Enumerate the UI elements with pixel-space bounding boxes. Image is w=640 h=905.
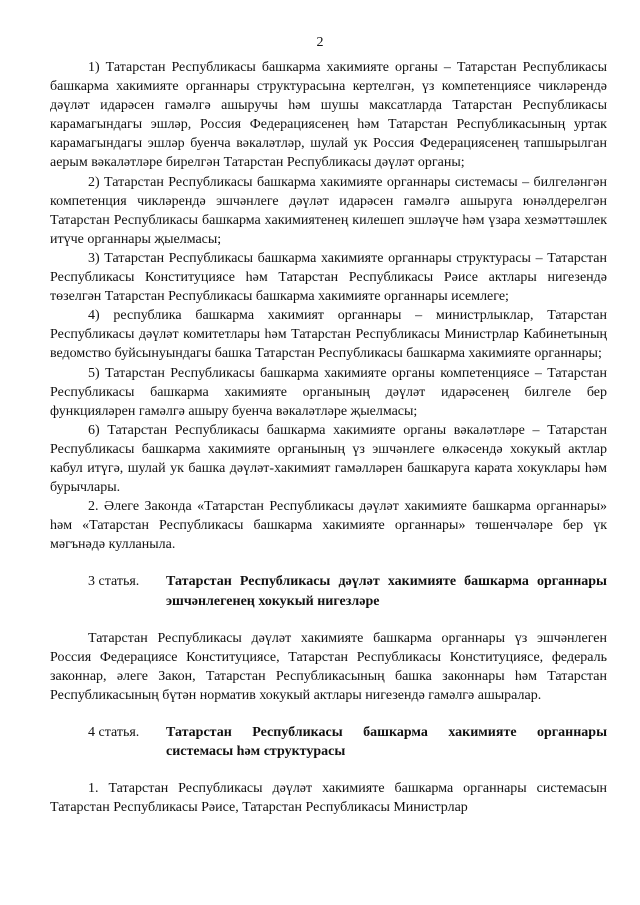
article-3-number: 3 статья. [88, 574, 140, 590]
definition-paragraph: 6) Татарстан Республикасы башкарма хакимияте органы вәкаләтләре – Татарстан Республикасы башкарма хакимияте органының үз эшчәнлеге өлкәсендә хокукый актлар кабул итүгә, шулай ук башка дәүләт-хакимият гамәлләрен башкаруга карата хокуклары һәм бурычлары. [50, 422, 607, 496]
article-3-title: Татарстан Республикасы дәүләт хакимияте башкарма органнары эшчәнлегенең хокукый нигезләре [166, 574, 607, 609]
article-3-text: Татарстан Республикасы дәүләт хакимияте башкарма органнары үз эшчәнлеген Россия Федерациясе Конституциясе, Татарстан Республикасы Конституциясе, федераль законнар, әлеге Закон, Татарстан Республикасының башка законнары һәм Татарстан Республикасының бүтән норматив хокукый актлары нигезендә гамәлгә ашыралар. [50, 630, 607, 703]
document-body [50, 58, 607, 817]
article-4-heading [50, 723, 607, 761]
definition-paragraph: 4) республика башкарма хакимият органнары – министрлыклар, Татарстан Республикасы дәүләт комитетлары һәм Татарстан Республикасы Министрлар Кабинетының ведомство буйсынуындагы башка Татарстан Республикасы башкарма хакимияте органнары; [50, 308, 607, 362]
spacer [50, 705, 607, 723]
usage-paragraph: 2. Әлеге Законда «Татарстан Республикасы дәүләт хакимияте башкарма органнары» һәм «Татарстан Республикасы башкарма хакимияте органнары» төшенчәләре бер үк мәгънәдә кулланыла. [50, 499, 607, 553]
spacer [50, 761, 607, 779]
page-number: 2 [316, 35, 324, 50]
definition-paragraph: 5) Татарстан Республикасы башкарма хакимияте органы компетенциясе – Татарстан Республикасы башкарма хакимияте органының дәүләт идарәсенең билгеле бер функцияләрен гамәлгә ашыру буенча вәкаләтләре җыелмасы; [50, 365, 607, 419]
article-4-title: Татарстан Республикасы башкарма хакимияте органнары системасы һәм структурасы [166, 725, 607, 760]
article-4-text: 1. Татарстан Республикасы дәүләт хакимияте башкарма органнары системасын Татарстан Республикасы Рәисе, Татарстан Республикасы Министрлар [50, 781, 607, 816]
spacer [50, 611, 607, 629]
spacer [50, 554, 607, 572]
definition-paragraph: 1) Татарстан Республикасы башкарма хакимияте органы – Татарстан Республикасы башкарма хакимияте органнары структурасына кертелгән, үз компетенциясе чикләрендә дәүләт идарәсен гамәлгә ашыручы һәм шушы максатларда Татарстан Республикасы карамагындагы эшләр, Россия Федерациясенең һәм Татарстан Республикасының уртак карамагындагы эшләр буенча вәкаләтләр, шулай ук Россия Федерациясенең тапшырылган аерым вәкаләтләре бирелгән Татарстан Республикасы дәүләт органы; [50, 60, 607, 171]
article-3-heading [50, 572, 607, 610]
definition-paragraph: 3) Татарстан Республикасы башкарма хакимияте органнары структурасы – Татарстан Республикасы Конституциясе һәм Татарстан Республикасы Рәисе актлары нигезендә төзелгән Татарстан Республикасы башкарма хакимияте органнары исемлеге; [50, 250, 607, 305]
definition-paragraph: 2) Татарстан Республикасы башкарма хакимияте органнары системасы – билгеләнгән компетенция чикләрендә эшчәнлеге дәүләт идарәсен гамәлгә ашыруга юнәлдерелгән Татарстан Республикасы башкарма хакимиятенең килешеп эшләүче һәм үзара хезмәттәшлек итүче органнары җыелмасы; [50, 174, 607, 247]
article-4-number: 4 статья. [88, 725, 140, 740]
